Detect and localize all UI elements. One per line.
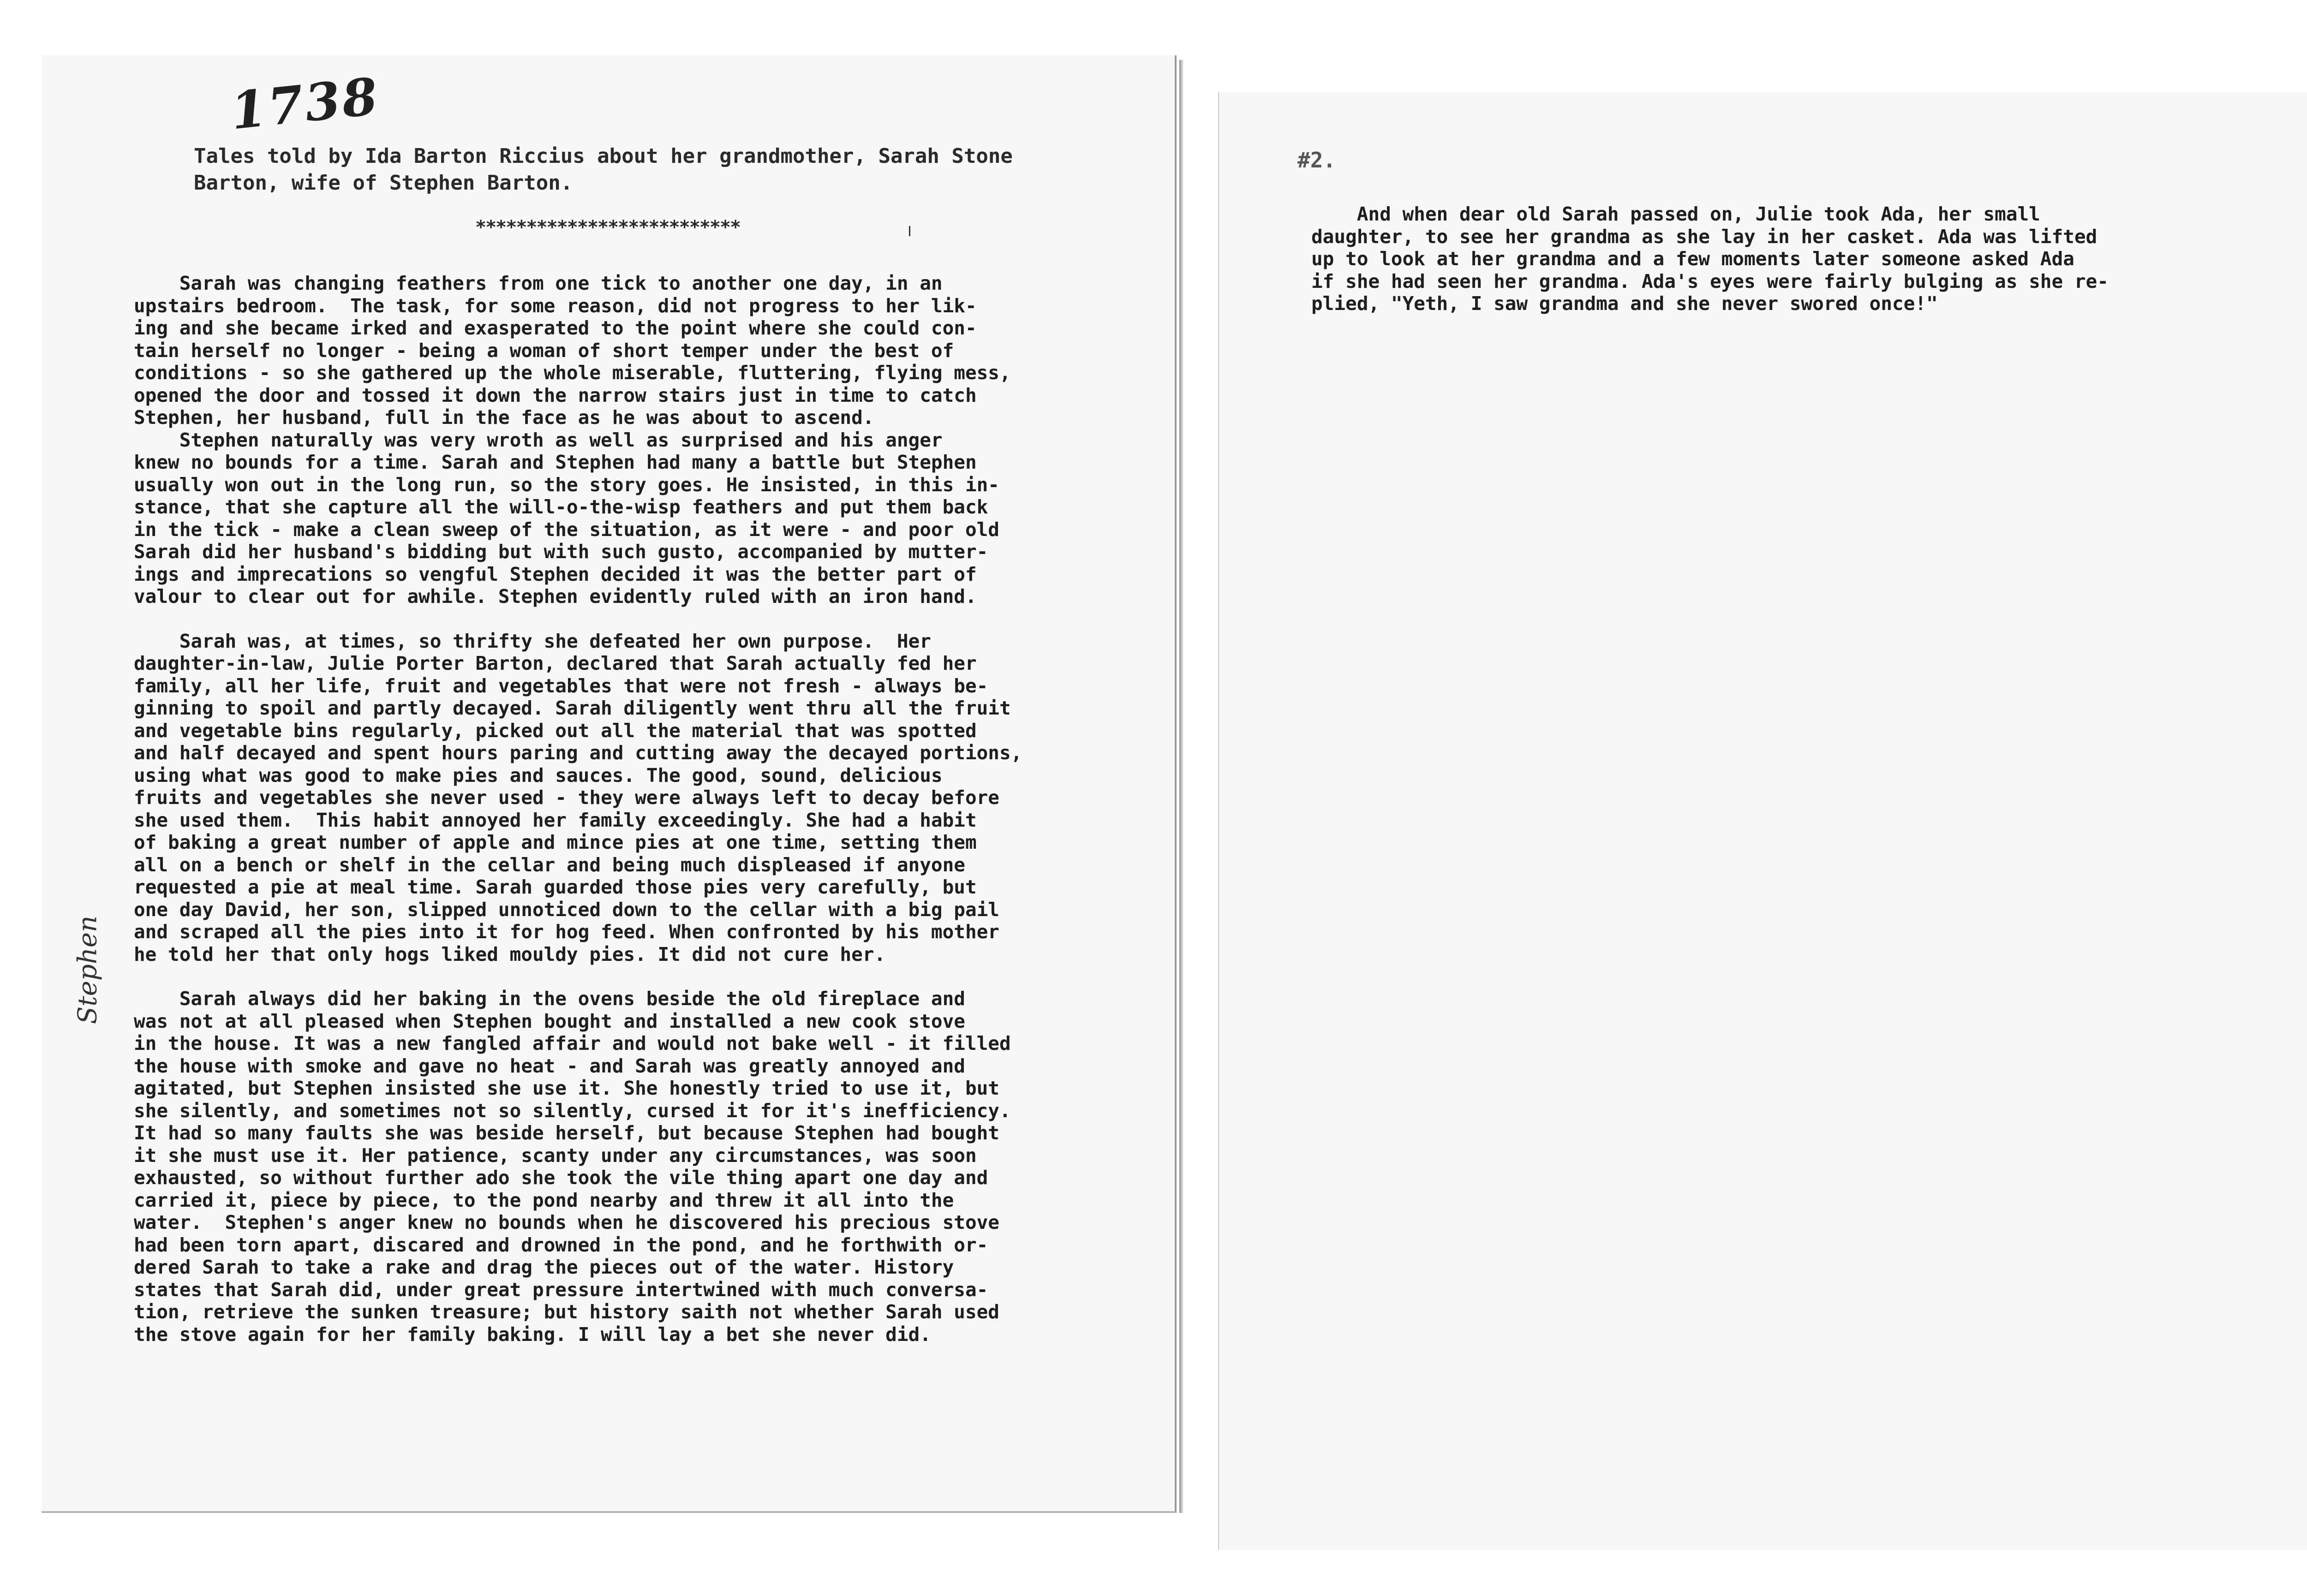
text-line: one day David, her son, slipped unnoticed down to the cellar with a big pail [134, 898, 999, 921]
text-line: all on a bench or shelf in the cellar and being much displeased if anyone [134, 853, 965, 876]
page-number: #2. [1297, 148, 1336, 173]
text-line: family, all her life, fruit and vegetables that were not fresh - always be- [134, 674, 988, 697]
text-line: opened the door and tossed it down the narrow stairs just in time to catch [134, 384, 977, 406]
text-line: requested a pie at meal time. Sarah guarded those pies very carefully, but [134, 876, 977, 898]
text-line: Sarah did her husband's bidding but with such gusto, accompanied by mutter- [134, 541, 988, 563]
paragraph-thrifty [134, 630, 1167, 966]
text-line: using what was good to make pies and sauces. The good, sound, delicious [134, 764, 943, 786]
text-line: tain herself no longer - being a woman of short temper under the best of [134, 339, 954, 362]
text-line: and scraped all the pies into it for hog feed. When confronted by his mother [134, 921, 999, 943]
margin-note-text: Stephen [72, 915, 103, 1024]
text-line: plied, "Yeth, I saw grandma and she never swored once!" [1311, 292, 1938, 315]
stray-mark [909, 226, 910, 236]
text-line: ing and she became irked and exasperated to the point where she could con- [134, 317, 977, 339]
text-line: usually won out in the long run, so the story goes. He insisted, in this in- [134, 473, 999, 496]
text-line: and half decayed and spent hours paring and cutting away the decayed portions, [134, 742, 1022, 764]
text-line: dered Sarah to take a rake and drag the pieces out of the water. History [134, 1256, 954, 1278]
document-header [194, 143, 1117, 197]
text-line: knew no bounds for a time. Sarah and Stephen had many a battle but Stephen [134, 451, 977, 473]
text-line: valour to clear out for awhile. Stephen evidently ruled with an iron hand. [134, 585, 977, 607]
text-line: Stephen, her husband, full in the face as he was about to ascend. [134, 406, 874, 429]
text-line: the stove again for her family baking. I will lay a bet she never did. [134, 1323, 931, 1346]
text-line: daughter-in-law, Julie Porter Barton, declared that Sarah actually fed her [134, 652, 977, 674]
header-line: Tales told by Ida Barton Riccius about her grandmother, Sarah Stone [194, 144, 1013, 168]
text-line: daughter, to see her grandma as she lay in her casket. Ada was lifted [1311, 225, 2098, 248]
text-line: conditions - so she gathered up the whole miserable, fluttering, flying mess, [134, 362, 1011, 384]
text-line: in the house. It was a new fangled affair and would not bake well - it filled [134, 1032, 1011, 1054]
text-line: she used them. This habit annoyed her family exceedingly. She had a habit [134, 809, 977, 831]
text-line: ginning to spoil and partly decayed. Sarah diligently went thru all the fruit [134, 697, 1011, 719]
text-line: stance, that she capture all the will-o-the-wisp feathers and put them back [134, 496, 988, 518]
header-line: Barton, wife of Stephen Barton. [194, 171, 573, 195]
text-line: and vegetable bins regularly, picked out all the material that was spotted [134, 719, 977, 742]
asterisk-separator: ************************** [475, 217, 741, 238]
text-line: It had so many faults she was beside herself, but because Stephen had bought [134, 1122, 999, 1144]
text-line: up to look at her grandma and a few moments later someone asked Ada [1311, 248, 2074, 270]
margin-handwritten-note [74, 909, 102, 1029]
page-two [1218, 92, 2307, 1550]
text-line: fruits and vegetables she never used - they were always left to decay before [134, 786, 999, 809]
page-two-body [1311, 203, 2307, 315]
text-line: upstairs bedroom. The task, for some reason, did not progress to her lik- [134, 294, 977, 317]
page-edge-shadow [1179, 60, 1184, 1513]
text-line: in the tick - make a clean sweep of the situation, as it were - and poor old [134, 518, 999, 541]
text-line: ings and imprecations so vengful Stephen decided it was the better part of [134, 563, 977, 585]
text-line: exhausted, so without further ado she took the vile thing apart one day and [134, 1167, 988, 1189]
page-one [42, 55, 1177, 1513]
text-line: had been torn apart, discared and drowned in the pond, and he forthwith or- [134, 1233, 988, 1256]
paragraph-cook-stove [134, 988, 1167, 1346]
text-line: was not at all pleased when Stephen bought and installed a new cook stove [134, 1010, 965, 1032]
text-line: states that Sarah did, under great pressure intertwined with much conversa- [134, 1278, 988, 1301]
page-one-body [134, 272, 1167, 1346]
text-line: it she must use it. Her patience, scanty under any circumstances, was soon [134, 1144, 977, 1167]
text-line: Sarah was, at times, so thrifty she defeated her own purpose. Her [134, 630, 931, 652]
text-line: carried it, piece by piece, to the pond nearby and threw it all into the [134, 1189, 954, 1211]
text-line: tion, retrieve the sunken treasure; but history saith not whether Sarah used [134, 1301, 999, 1323]
text-line: he told her that only hogs liked mouldy pies. It did not cure her. [134, 943, 886, 965]
text-line: Sarah always did her baking in the ovens beside the old fireplace and [134, 988, 965, 1010]
text-line: agitated, but Stephen insisted she use it. She honestly tried to use it, but [134, 1077, 999, 1099]
text-line: Stephen naturally was very wroth as well as surprised and his anger [134, 429, 943, 451]
text-line: water. Stephen's anger knew no bounds when he discovered his precious stove [134, 1211, 999, 1233]
text-line: Sarah was changing feathers from one tick to another one day, in an [134, 272, 943, 294]
text-line: she silently, and sometimes not so silently, cursed it for it's inefficiency. [134, 1099, 1011, 1122]
paragraph-stephen-anger [134, 429, 1167, 608]
handwritten-page-number: 1738 [228, 66, 383, 141]
text-line: the house with smoke and gave no heat - and Sarah was greatly annoyed and [134, 1054, 965, 1077]
paragraph-feathers [134, 272, 1167, 429]
text-line: And when dear old Sarah passed on, Julie took Ada, her small [1311, 203, 2040, 225]
text-line: if she had seen her grandma. Ada's eyes were fairly bulging as she re- [1311, 270, 2109, 292]
text-line: of baking a great number of apple and mince pies at one time, setting them [134, 831, 977, 853]
